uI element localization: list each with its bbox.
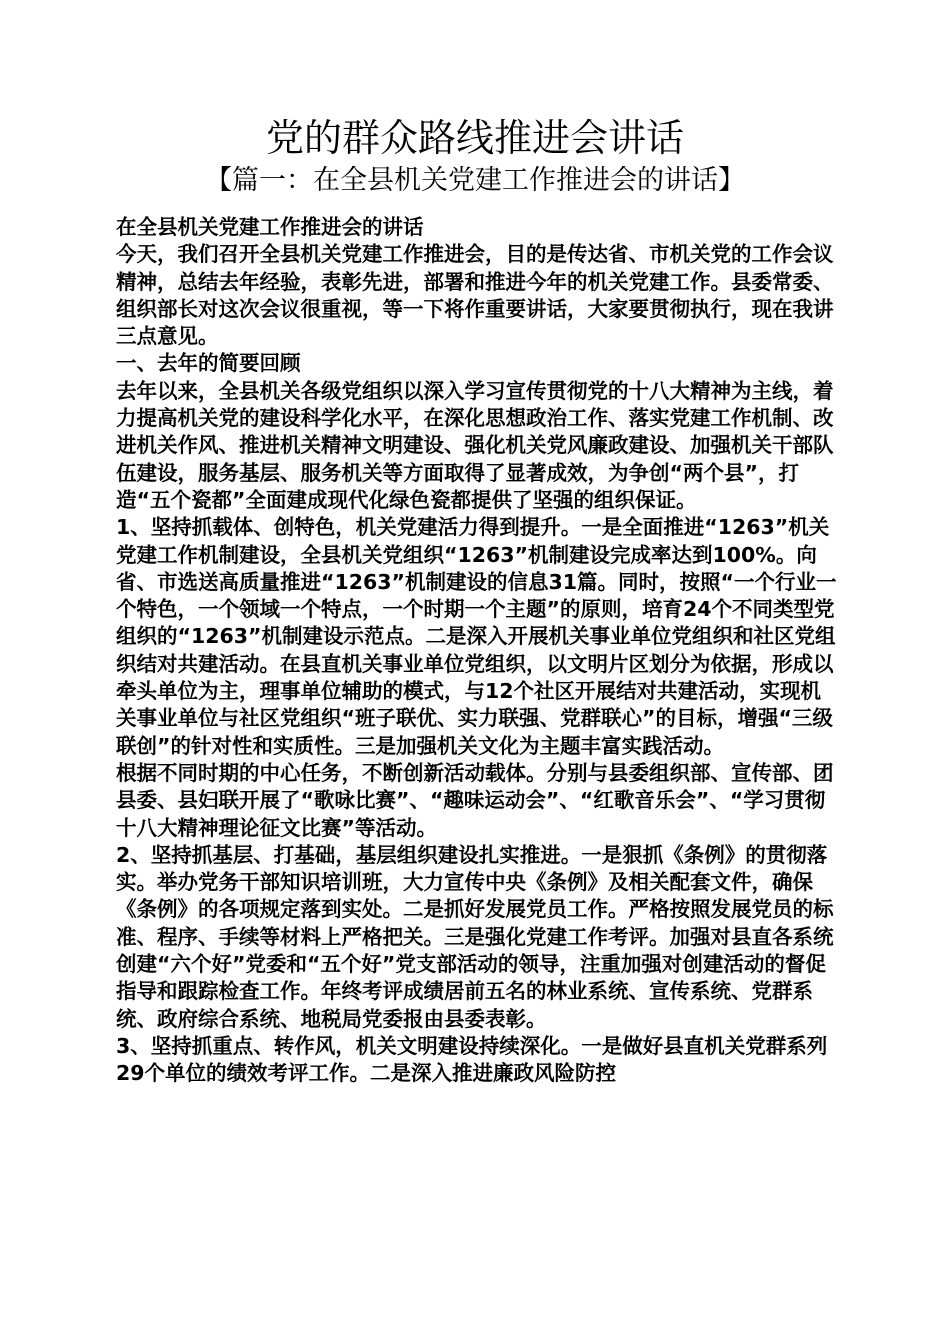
paragraph-point-1: 1、坚持抓载体、创特色，机关党建活力得到提升。一是全面推进“1263”机关党建工作机制建设，全县机关党组织“1263”机制建设完成率达到100%。向省、市选送高质量推进“1263”机制建设的信息31篇。同时，按照“一个行业一个特色，一个领域一个特点，一个时期一个主题”的原则，培育24个不同类型党组织的“1263”机制建设示范点。二是深入开展机关事业单位党组织和社区党组织结对共建活动。在县直机关事业单位党组织，以文明片区划分为依据，形成以牵头单位为主，理事单位辅助的模式，与12个社区开展结对共建活动，实现机关事业单位与社区党组织“班子联优、实力联强、党群联心”的目标，增强“三级联创”的针对性和实质性。三是加强机关文化为主题丰富实践活动。 (116, 515, 837, 758)
document-subtitle: 【篇一：在全县机关党建工作推进会的讲话】 (205, 165, 745, 196)
section-heading-review: 一、去年的简要回顾 (116, 351, 301, 376)
paragraph-intro: 今天，我们召开全县机关党建工作推进会，目的是传达省、市机关党的工作会议精神，总结去年经验，表彰先进，部署和推进今年的机关党建工作。县委常委、组织部长对这次会议很重视，等一下将作重要讲话，大家要贯彻执行，现在我讲三点意见。 (116, 242, 834, 349)
document-body (116, 214, 840, 1088)
paragraph-review: 去年以来，全县机关各级党组织以深入学习宣传贯彻党的十八大精神为主线，着力提高机关党的建设科学化水平，在深化思想政治工作、落实党建工作机制、改进机关作风、推进机关精神文明建设、强化机关党风廉政建设、加强机关干部队伍建设，服务基层、服务机关等方面取得了显著成效，为争创“两个县”，打造“五个瓷都”全面建成现代化绿色瓷都提供了坚强的组织保证。 (116, 378, 834, 512)
section-heading-speech: 在全县机关党建工作推进会的讲话 (116, 215, 424, 239)
document-title: 党的群众路线推进会讲话 (265, 116, 684, 160)
paragraph-point-1-cont: 根据不同时期的中心任务，不断创新活动载体。分别与县委组织部、宣传部、团县委、县妇联开展了“歌咏比赛”、“趣味运动会”、“红歌音乐会”、“学习贯彻十八大精神理论征文比赛”等活动。 (116, 760, 834, 840)
paragraph-point-3: 3、坚持抓重点、转作风，机关文明建设持续深化。一是做好县直机关党群系列29个单位的绩效考评工作。二是深入推进廉政风险防控 (116, 1033, 828, 1086)
paragraph-point-2: 2、坚持抓基层、打基础，基层组织建设扎实推进。一是狠抓《条例》的贯彻落实。举办党务干部知识培训班，大力宣传中央《条例》及相关配套文件，确保《条例》的各项规定落到实处。二是抓好发展党员工作。严格按照发展党员的标准、程序、手续等材料上严格把关。三是强化党建工作考评。加强对县直各系统创建“六个好”党委和“五个好”党支部活动的领导，注重加强对创建活动的督促指导和跟踪检查工作。年终考评成绩居前五名的林业系统、宣传系统、党群系统、政府综合系统、地税局党委报由县委表彰。 (116, 842, 834, 1031)
